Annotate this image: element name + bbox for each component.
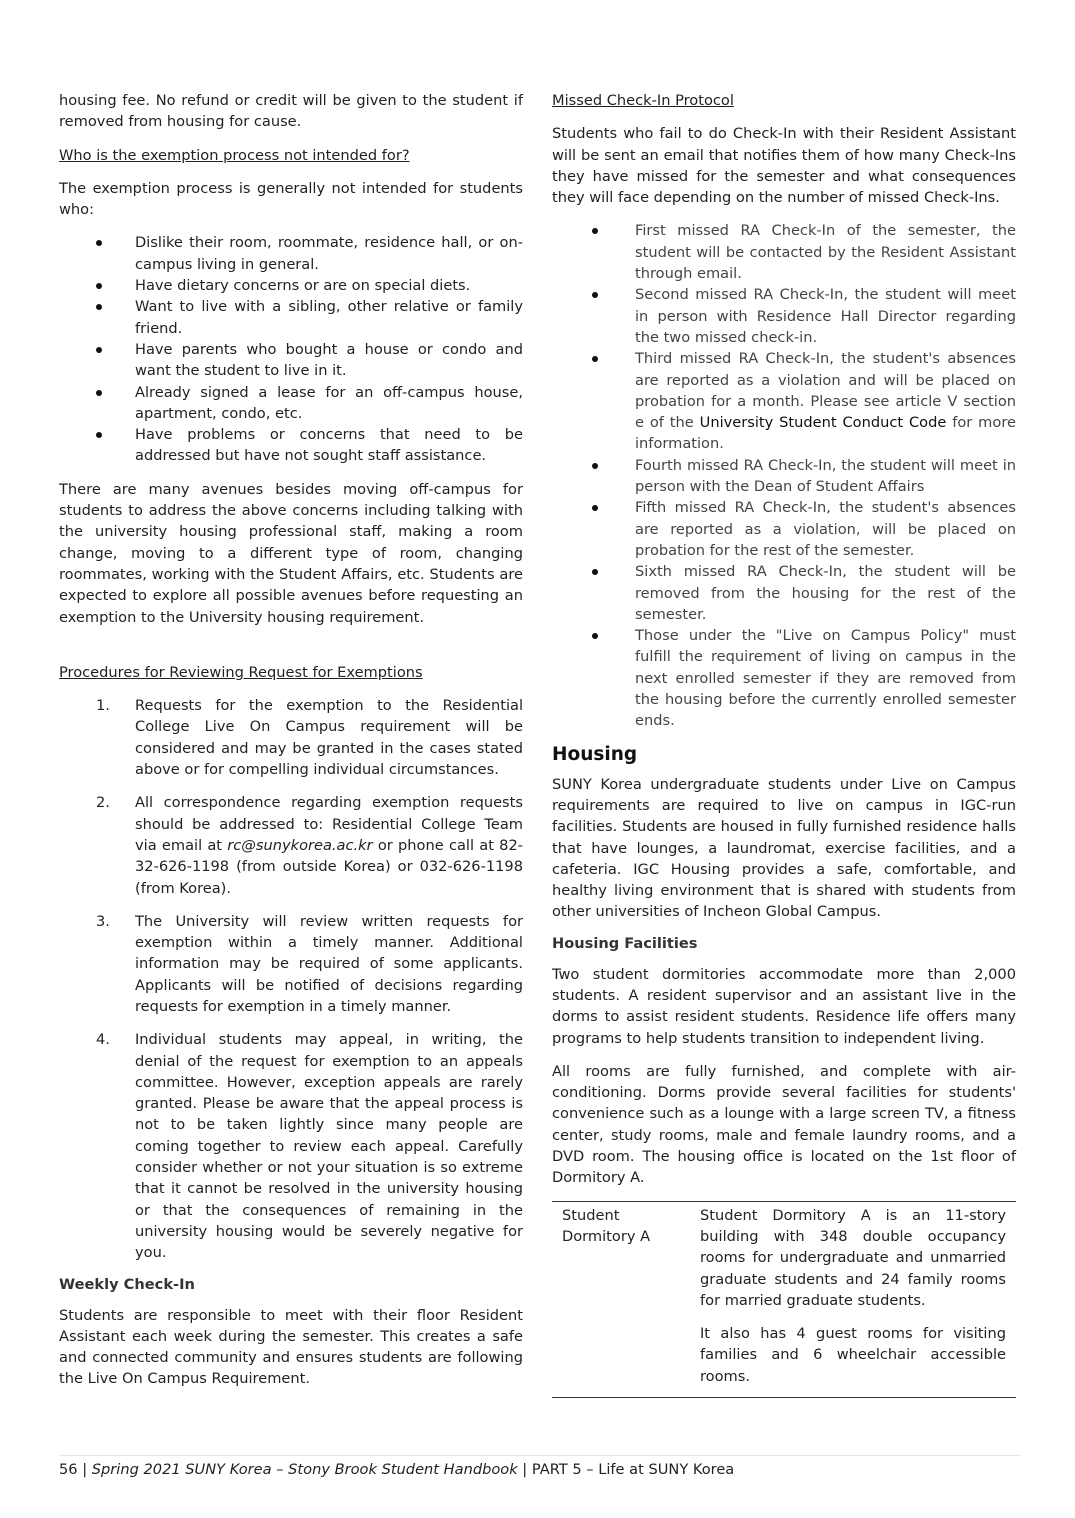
- bullet-icon: [592, 228, 598, 234]
- list-item: 2. All correspondence regarding exemption requests should be addressed to: Residential College Team via email at rc@sunykorea.ac.kr or phone call at 82-32-626-1198 (from outside Korea) or 032-626-1198 (from Korea).: [96, 794, 523, 897]
- bullet-icon: [592, 505, 598, 511]
- dorm-description-2: It also has 4 guest rooms for visiting families and 6 wheelchair accessible rooms.: [700, 1325, 1006, 1385]
- missed-checkin-heading: Missed Check-In Protocol: [552, 92, 734, 109]
- left-column: [59, 90, 523, 1402]
- missed-checkin-list: [552, 220, 1016, 731]
- list-number: 2.: [96, 794, 110, 812]
- weekly-checkin-paragraph: Students are responsible to meet with their floor Resident Assistant each week during the semester. This creates a safe and connected community and ensures students are following the Live On Campus Requirement.: [59, 1306, 523, 1388]
- exemption-list: [59, 232, 523, 466]
- list-number: 3.: [96, 912, 110, 930]
- list-number: 1.: [96, 697, 110, 715]
- list-item: Fourth missed RA Check-In, the student will meet in person with the Dean of Student Affairs: [635, 455, 1016, 498]
- list-number: 4.: [96, 1031, 110, 1049]
- dormitory-table: [552, 1201, 1016, 1398]
- bullet-icon: [592, 569, 598, 575]
- exemption-heading: Who is the exemption process not intended for?: [59, 146, 410, 164]
- bullet-icon: [96, 240, 102, 246]
- bullet-icon: [96, 304, 102, 310]
- intro-paragraph: housing fee. No refund or credit will be given to the student if removed from housing for cause.: [59, 92, 523, 131]
- missed-checkin-intro: Students who fail to do Check-In with their Resident Assistant will be sent an email that notifies them of how many Check-Ins they have missed for the semester and what consequences they will face depending on the number of missed Check-Ins.: [552, 125, 1016, 207]
- facilities-paragraph-1: Two student dormitories accommodate more than 2,000 students. A resident supervisor and an assistant live in the dorms to assist resident students. Residence life offers many programs to help students transition to independent living.: [552, 965, 1016, 1047]
- exemption-intro: The exemption process is generally not intended for students who:: [59, 179, 523, 219]
- list-item: Have dietary concerns or are on special diets.: [135, 275, 523, 296]
- list-item: Third missed RA Check-In, the student's absences are reported as a violation and will be placed on probation for a month. Please see article V section e of the University Student Conduct Code for more information.: [635, 348, 1016, 454]
- list-item: Second missed RA Check-In, the student will meet in person with Residence Hall Director regarding the two missed check-in.: [635, 284, 1016, 348]
- housing-heading: Housing: [552, 743, 638, 765]
- bullet-icon: [96, 283, 102, 289]
- footer-divider: [59, 1455, 1021, 1456]
- bullet-icon: [592, 292, 598, 298]
- procedures-heading: Procedures for Reviewing Request for Exemptions: [59, 663, 423, 681]
- handbook-title: Spring 2021 SUNY Korea – Stony Brook Student Handbook: [91, 1461, 518, 1478]
- bullet-icon: [592, 356, 598, 362]
- list-item: Have problems or concerns that need to be addressed but have not sought staff assistance.: [135, 424, 523, 467]
- list-item: 1. Requests for the exemption to the Residential College Live On Campus requirement will be considered and may be granted in the cases stated above or for compelling individual circumstances.: [96, 697, 523, 779]
- housing-facilities-heading: Housing Facilities: [552, 934, 698, 952]
- bullet-icon: [592, 633, 598, 639]
- page-number: 56 |: [59, 1461, 92, 1478]
- bullet-icon: [96, 432, 102, 438]
- bullet-icon: [96, 390, 102, 396]
- facilities-paragraph-2: All rooms are fully furnished, and complete with air-conditioning. Dorms provide several facilities for students' convenience such as a lounge with a large screen TV, a fitness center, study rooms, male and female laundry rooms, and a DVD room. The housing office is located on the 1st floor of Dormitory A.: [552, 1062, 1016, 1187]
- procedures-list: [59, 695, 523, 1263]
- list-item: Have parents who bought a house or condo and want the student to live in it.: [135, 339, 523, 382]
- part-label: | PART 5 – Life at SUNY Korea: [517, 1461, 735, 1478]
- list-item: Fifth missed RA Check-In, the student's absences are reported as a violation, will be placed on probation for the rest of the semester.: [635, 497, 1016, 561]
- list-item: 4. Individual students may appeal, in writing, the denial of the request for exemption to an appeals committee. However, exception appeals are rarely granted. Please be aware that the appeal process is not to be taken lightly since many people are coming together to review each appeal. Carefully consider whether or not your situation is so extreme that it cannot be resolved in the university housing or that the consequences of remaining in the university housing would be severely negative for you.: [96, 1031, 523, 1262]
- bullet-icon: [96, 347, 102, 353]
- list-item: Want to live with a sibling, other relative or family friend.: [135, 296, 523, 339]
- avenues-paragraph: There are many avenues besides moving off-campus for students to address the above concerns including talking with the university housing professional staff, making a room change, moving to a different type of room, changing roommates, working with the Student Affairs, etc. Students are expected to explore all possible avenues before requesting an exemption to the University housing requirement.: [59, 480, 523, 626]
- table-cell-name: Student Dormitory A: [562, 1206, 651, 1245]
- bullet-icon: [592, 463, 598, 469]
- list-item: 3. The University will review written requests for exemption within a timely manner. Additional information may be required of some applicants. Applicants will be notified of decisions regarding requests for exemption in a timely manner.: [96, 912, 523, 1015]
- housing-paragraph: SUNY Korea undergraduate students under Live on Campus requirements are required to live on campus in IGC-run facilities. Students are housed in fully furnished residence halls that have lounges, a laundromat, exercise facilities, and a cafeteria. IGC Housing provides a safe, comfortable, and healthy living environment that is shared with students from other universities of Incheon Global Campus.: [552, 775, 1016, 921]
- email-link[interactable]: rc@sunykorea.ac.kr: [227, 836, 373, 854]
- list-item: Already signed a lease for an off-campus house, apartment, condo, etc.: [135, 382, 523, 425]
- list-item: Sixth missed RA Check-In, the student will be removed from the housing for the rest of the semester.: [635, 561, 1016, 625]
- dorm-description-1: Student Dormitory A is an 11-story building with 348 double occupancy rooms for undergraduate and unmarried graduate students and 24 family rooms for married graduate students.: [700, 1206, 1006, 1309]
- page-footer: [59, 1460, 734, 1480]
- right-column: [552, 90, 1016, 1398]
- table-row: [552, 1201, 1016, 1397]
- list-item: Those under the "Live on Campus Policy" must fulfill the requirement of living on campus in the next enrolled semester if they are removed from the housing before the currently enrolled semester ends.: [635, 625, 1016, 731]
- list-item: First missed RA Check-In of the semester, the student will be contacted by the Resident Assistant through email.: [635, 220, 1016, 284]
- list-item: Dislike their room, roommate, residence hall, or on-campus living in general.: [135, 232, 523, 275]
- conduct-code-link[interactable]: University Student Conduct Code: [699, 414, 947, 432]
- table-cell-description: [690, 1201, 1016, 1397]
- weekly-checkin-heading: Weekly Check-In: [59, 1275, 195, 1293]
